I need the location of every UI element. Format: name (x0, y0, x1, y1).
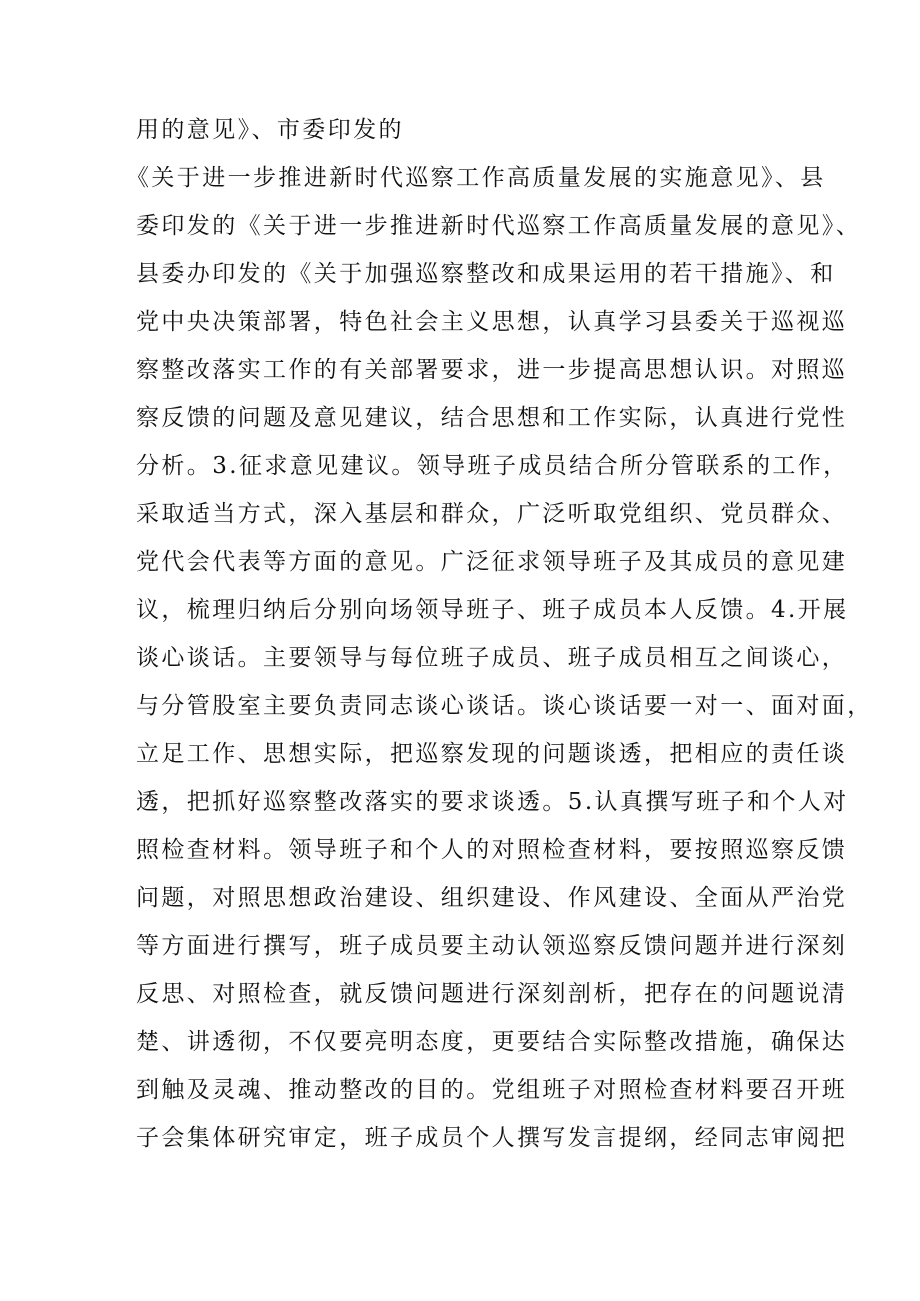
text-line: 党代会代表等方面的意见。广泛征求领导班子及其成员的意见建 (136, 549, 848, 575)
text-line: 《关于进一步推进新时代巡察工作高质量发展的实施意见》、县 (126, 165, 826, 191)
text-line: 察反馈的问题及意见建议，结合思想和工作实际，认真进行党性 (136, 405, 848, 431)
text-line: 议，梳理归纳后分别向场领导班子、班子成员本人反馈。4.开展 (136, 597, 849, 623)
text-line: 县委办印发的《关于加强巡察整改和成果运用的若干措施》、和 (136, 261, 836, 287)
text-line: 谈心谈话。主要领导与每位班子成员、班子成员相互之间谈心， (136, 645, 848, 671)
text-line: 党中央决策部署，特色社会主义思想，认真学习县委关于巡视巡 (136, 309, 848, 335)
text-line: 与分管股室主要负责同志谈心谈话。谈心谈话要一对一、面对面， (136, 693, 873, 719)
text-line: 察整改落实工作的有关部署要求，进一步提高思想认识。对照巡 (136, 357, 848, 383)
text-line: 委印发的《关于进一步推进新时代巡察工作高质量发展的意见》、 (136, 213, 862, 239)
text-line: 采取适当方式，深入基层和群众，广泛听取党组织、党员群众、 (136, 501, 848, 527)
text-line: 反思、对照检查，就反馈问题进行深刻剖析，把存在的问题说清 (136, 981, 848, 1007)
text-line: 楚、讲透彻，不仅要亮明态度，更要结合实际整改措施，确保达 (136, 1029, 848, 1055)
text-line: 照检查材料。领导班子和个人的对照检查材料，要按照巡察反馈 (136, 837, 848, 863)
text-line: 分析。3.征求意见建议。领导班子成员结合所分管联系的工作， (136, 453, 849, 479)
text-line: 透，把抓好巡察整改落实的要求谈透。5.认真撰写班子和个人对 (136, 789, 849, 815)
text-line: 子会集体研究审定，班子成员个人撰写发言提纲，经同志审阅把 (136, 1125, 848, 1151)
text-line: 等方面进行撰写，班子成员要主动认领巡察反馈问题并进行深刻 (136, 933, 848, 959)
text-line: 问题，对照思想政治建设、组织建设、作风建设、全面从严治党 (136, 885, 848, 911)
text-line: 到触及灵魂、推动整改的目的。党组班子对照检查材料要召开班 (136, 1077, 848, 1103)
text-line: 立足工作、思想实际，把巡察发现的问题谈透，把相应的责任谈 (136, 741, 848, 767)
text-line: 用的意见》、市委印发的 (136, 117, 404, 143)
